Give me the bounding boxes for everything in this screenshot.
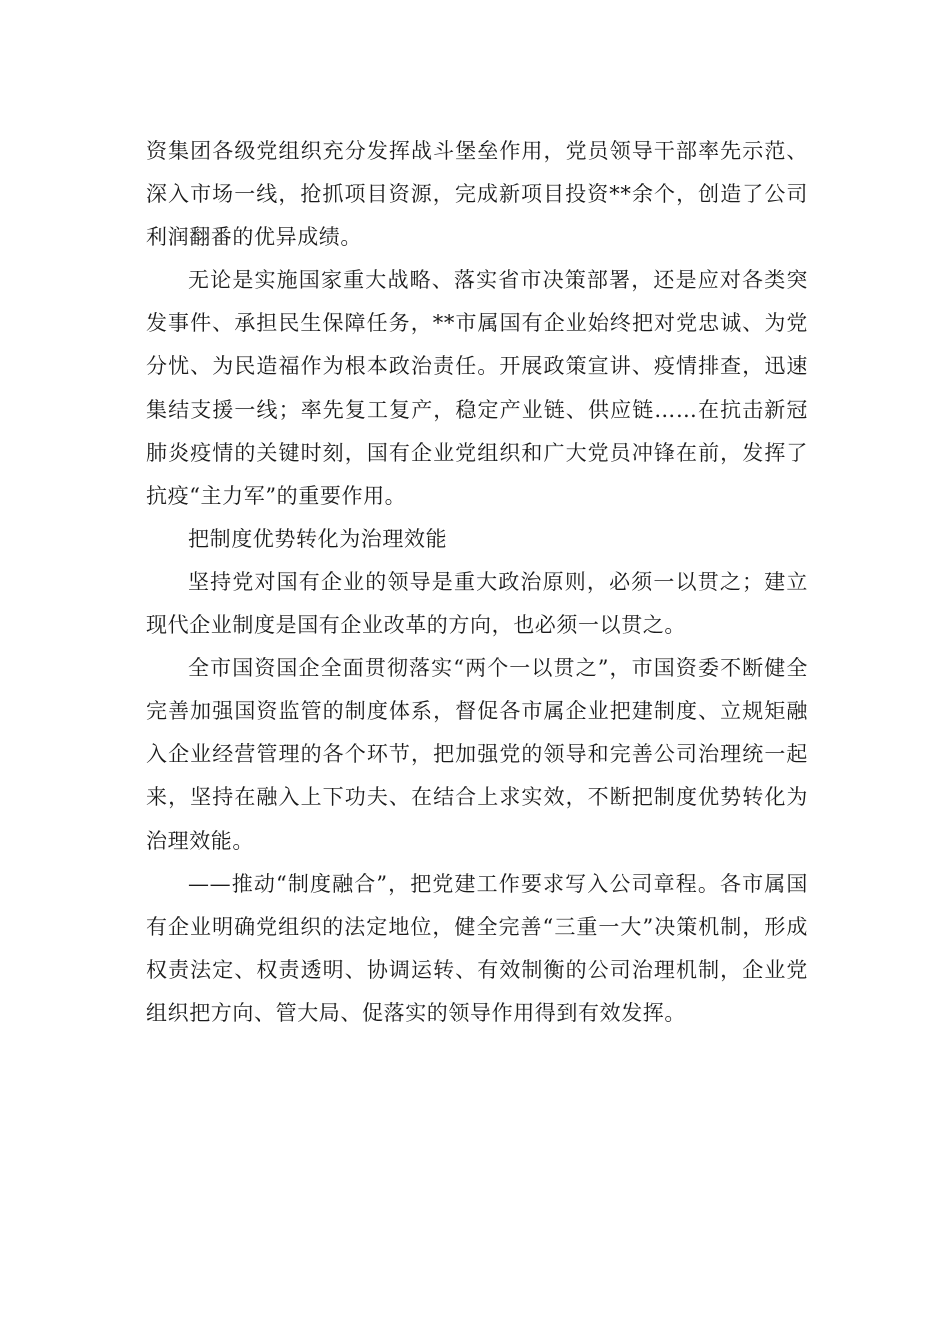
document-body (146, 130, 808, 1035)
paragraph-pandemic-response: 无论是实施国家重大战略、落实省市决策部署，还是应对各类突发事件、承担民生保障任务，**市属国有企业始终把对党忠诚、为党分忧、为民造福作为根本政治责任。开展政策宣讲、疫情排查，迅速集结支援一线；率先复工复产，稳定产业链、供应链……在抗击新冠肺炎疫情的关键时刻，国有企业党组织和广大党员冲锋在前，发挥了抗疫“主力军”的重要作用。 (146, 268, 808, 508)
paragraph-continuation: 资集团各级党组织充分发挥战斗堡垒作用，党员领导干部率先示范、深入市场一线，抢抓项目资源，完成新项目投资**余个，创造了公司利润翻番的优异成绩。 (146, 139, 808, 250)
section-heading: 把制度优势转化为治理效能 (188, 526, 448, 551)
paragraph-system-integration: ——推动“制度融合”，把党建工作要求写入公司章程。各市属国有企业明确党组织的法定地位，健全完善“三重一大”决策机制，形成权责法定、权责透明、协调运转、有效制衡的公司治理机制，企业党组织把方向、管大局、促落实的领导作用得到有效发挥。 (146, 871, 808, 1025)
paragraph-state-assets: 全市国资国企全面贯彻落实“两个一以贯之”，市国资委不断健全完善加强国资监管的制度体系，督促各市属企业把建制度、立规矩融入企业经营管理的各个环节，把加强党的领导和完善公司治理统一起来，坚持在融入上下功夫、在结合上求实效，不断把制度优势转化为治理效能。 (146, 656, 808, 853)
paragraph-party-leadership: 坚持党对国有企业的领导是重大政治原则，必须一以贯之；建立现代企业制度是国有企业改革的方向，也必须一以贯之。 (146, 569, 808, 638)
